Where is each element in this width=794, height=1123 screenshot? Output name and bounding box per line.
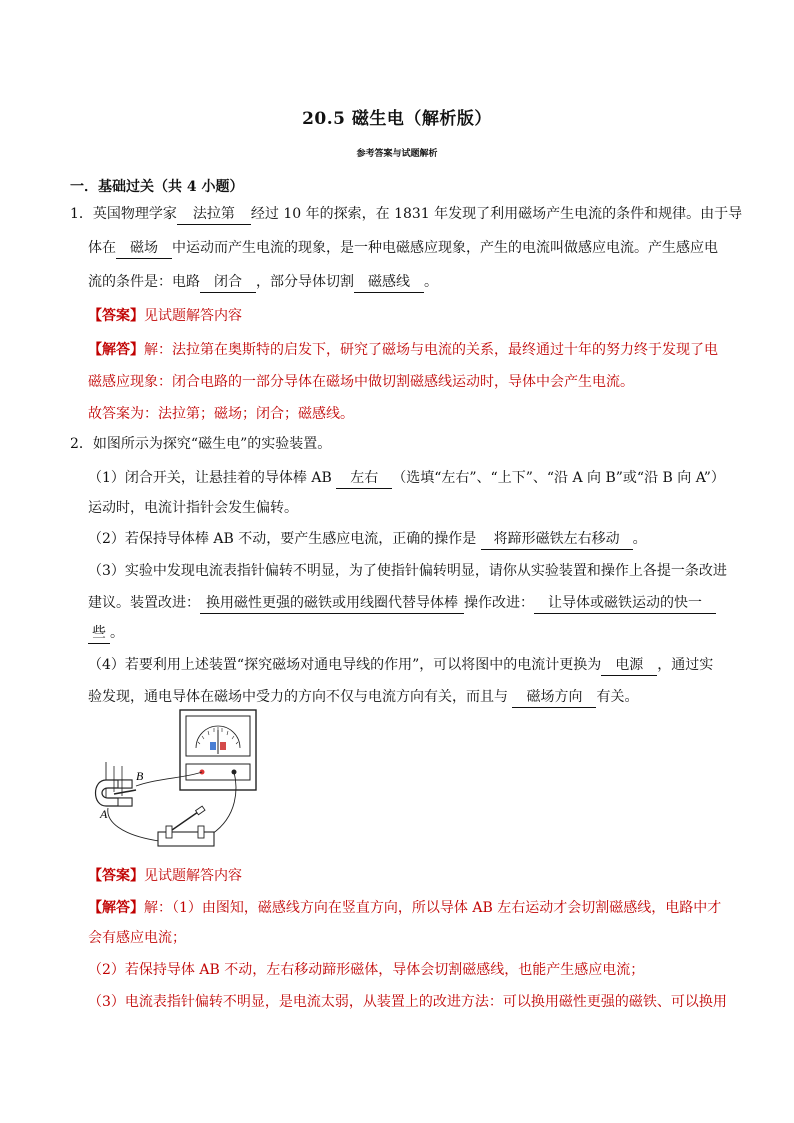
knife-switch-icon xyxy=(158,806,214,846)
q2-part-1: （1）闭合开关，让悬挂着的导体棒 AB 左右 （选填“左右”、“上下”、“沿 A 向 B”或“沿 B 向 A”） xyxy=(88,468,725,489)
q1-line-2: 体在 磁场 中运动而产生电流的现象，是一种电磁感应现象，产生的电流叫做感应电流。产生感应电 xyxy=(88,238,718,259)
q2-blank-4-cont: 些 xyxy=(88,625,110,644)
q1-analysis-line-2: 磁感应现象：闭合电路的一部分导体在磁场中做切割磁感线运动时，导体中会产生电流。 xyxy=(88,374,634,390)
q1-blank-4: 磁感线 xyxy=(354,274,424,293)
q1-blank-1: 法拉第 xyxy=(177,206,251,225)
q2-analysis-line-3: （2）若保持导体 AB 不动，左右移动蹄形磁体，导体会切割磁感线，也能产生感应电流； xyxy=(88,962,645,978)
q2-analysis-line-1: 【解答】解：（1）由图知，磁感线方向在竖直方向，所以导体 AB 左右运动才会切割磁感线，电路中才 xyxy=(88,900,722,916)
q2-stem: 2．如图所示为探究“磁生电”的实验装置。 xyxy=(70,436,332,452)
q1-line-3: 流的条件是：电路 闭合 ，部分导体切割 磁感线 。 xyxy=(88,272,438,293)
q2-part-3-end: 些 。 xyxy=(88,623,124,644)
q2-part-3-cont: 建议。装置改进： 换用磁性更强的磁铁或用线圈代替导体棒 操作改进： 让导体或磁铁运动的快一 xyxy=(88,593,716,614)
q2-part-3: （3）实验中发现电流表指针偏转不明显，为了使指针偏转明显，请你从实验装置和操作上各提一条改进 xyxy=(88,563,727,579)
q1-final-answer: 故答案为：法拉第；磁场；闭合；磁感线。 xyxy=(88,406,354,422)
q2-part-4-cont: 验发现，通电导体在磁场中受力的方向不仅与电流方向有关，而且与 磁场方向 有关。 xyxy=(88,687,638,708)
q2-answer: 【答案】见试题解答内容 xyxy=(88,868,242,884)
q1-line-1: 1．英国物理学家 法拉第 经过 10 年的探索，在 1831 年发现了利用磁场产生电流的条件和规律。由于导 xyxy=(70,204,742,225)
page-subtitle: 参考答案与试题解析 xyxy=(356,149,438,159)
q2-blank-1: 左右 xyxy=(336,470,392,489)
page-title: 20.5 磁生电（解析版） xyxy=(302,109,492,129)
q2-blank-4: 让导体或磁铁运动的快一 xyxy=(534,595,716,614)
q1-analysis-line-1: 【解答】解：法拉第在奥斯特的启发下，研究了磁场与电流的关系，最终通过十年的努力终于发现了电 xyxy=(88,342,718,358)
q2-analysis-line-4: （3）电流表指针偏转不明显，是电流太弱，从装置上的改进方法：可以换用磁性更强的磁铁、可以换用 xyxy=(88,994,727,1010)
q2-analysis-line-2: 会有感应电流； xyxy=(88,930,186,946)
q1-blank-3: 闭合 xyxy=(200,274,256,293)
section-heading: 一．基础过关（共 4 小题） xyxy=(70,179,244,195)
q2-blank-3: 换用磁性更强的磁铁或用线圈代替导体棒 xyxy=(200,595,464,614)
q2-part-2: （2）若保持导体棒 AB 不动，要产生感应电流，正确的操作是 将蹄形磁铁左右移动 。 xyxy=(88,529,647,550)
horseshoe-magnet-icon xyxy=(96,766,137,806)
q1-answer: 【答案】见试题解答内容 xyxy=(88,308,242,324)
experiment-apparatus-figure xyxy=(88,708,258,858)
q2-blank-2: 将蹄形磁铁左右移动 xyxy=(481,531,633,550)
label-b: B xyxy=(136,769,144,783)
q2-part-4: （4）若要利用上述装置“探究磁场对通电导线的作用”，可以将图中的电流计更换为 电源 ，通过实 xyxy=(88,655,713,676)
label-a: A xyxy=(100,807,108,821)
galvanometer-icon xyxy=(180,710,256,790)
q2-part-1-cont: 运动时，电流计指针会发生偏转。 xyxy=(88,500,298,516)
q2-blank-6: 磁场方向 xyxy=(512,689,596,708)
q2-blank-5: 电源 xyxy=(601,657,657,676)
q1-blank-2: 磁场 xyxy=(116,240,172,259)
